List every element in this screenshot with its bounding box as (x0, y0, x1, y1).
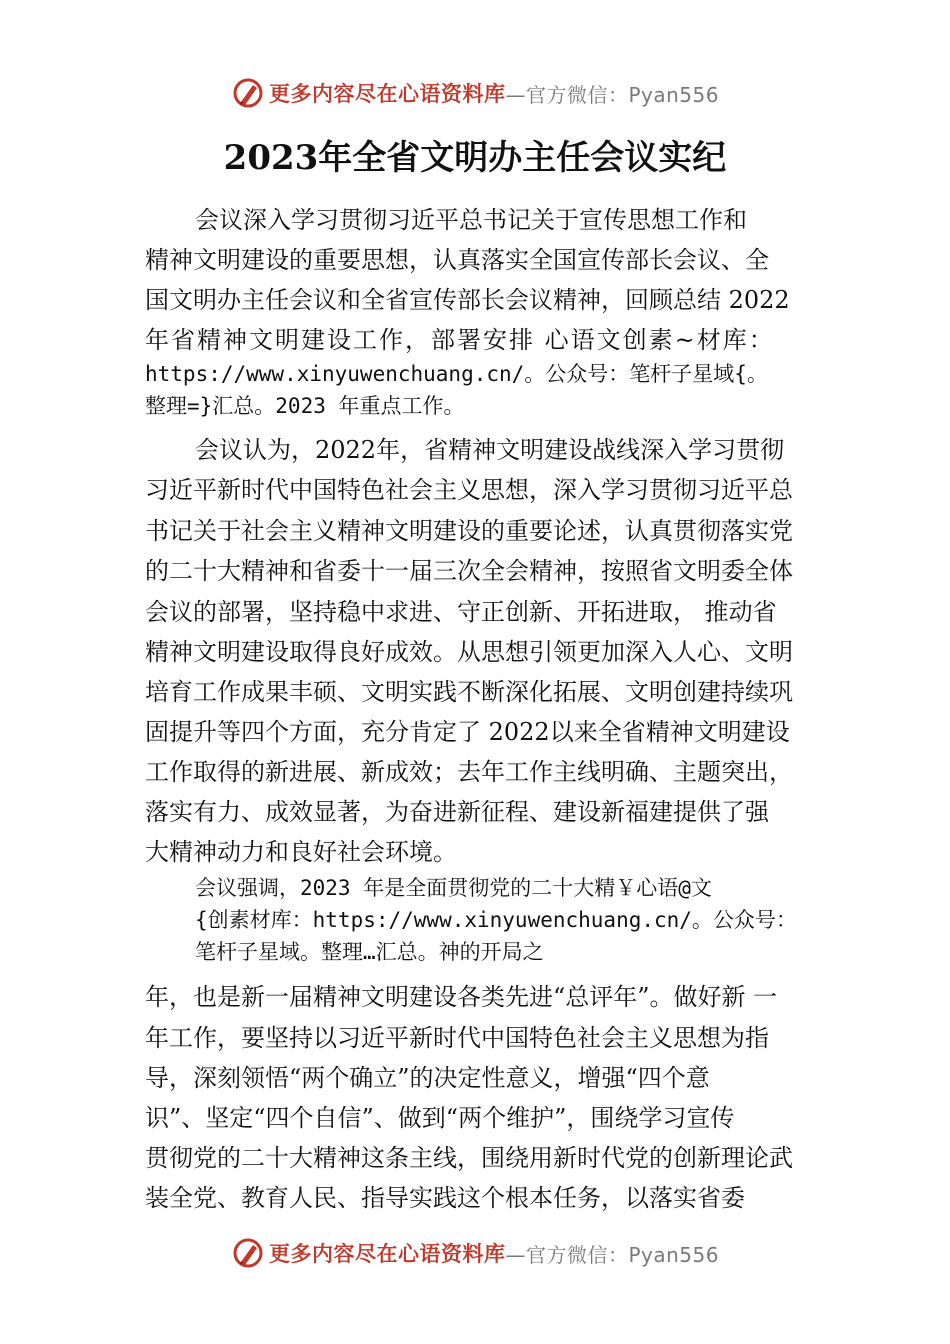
banner-gray-text: —官方微信：Pyan556 (505, 1242, 719, 1267)
para1-line1: 会议深入学习贯彻习近平总书记关于宣传思想工作和 (195, 206, 747, 234)
para3-line4: 年，也是新一届精神文明建设各类先进“总评年”。做好新 一 (145, 983, 778, 1011)
para2-line6: 精神文明建设取得良好成效。从思想引领更加深入人心、文明 (145, 638, 793, 666)
para2-line5: 会议的部署，坚持稳中求进、守正创新、开拓进取， 推动省 (145, 598, 777, 626)
para2-line1: 会议认为，2022年，省精神文明建设战线深入学习贯彻 (195, 436, 785, 464)
para2-line7: 培育工作成果丰硕、文明实践不断深化拓展、文明创建持续巩 (145, 678, 793, 706)
para3-line5: 年工作，要坚持以习近平新时代中国特色社会主义思想为指 (145, 1024, 769, 1052)
para1-line3: 国文明办主任会议和全省宣传部长会议精神，回顾总结 2022 (145, 286, 790, 314)
banner-red-text: 更多内容尽在心语资料库 (268, 81, 506, 106)
para3-line1: 会议强调，2023 年是全面贯彻党的二十大精￥心语@文 (195, 876, 712, 900)
para3-line2: {创素材库：https://www.xinyuwenchuang.cn/。公众号： (195, 908, 797, 932)
para3-line9: 装全党、教育人民、指导实践这个根本任务，以落实省委 (145, 1184, 745, 1212)
para2-line9: 工作取得的新进展、新成效；去年工作主线明确、主题突出， (145, 758, 793, 786)
pen-logo-icon (231, 76, 265, 110)
para2-line2: 习近平新时代中国特色社会主义思想，深入学习贯彻习近平总 (145, 476, 793, 504)
para2-line3: 书记关于社会主义精神文明建设的重要论述，认真贯彻落实党 (145, 517, 793, 545)
header-banner (0, 73, 950, 113)
para3-line8: 贯彻党的二十大精神这条主线，围绕用新时代党的创新理论武 (145, 1144, 793, 1172)
para2-line8: 固提升等四个方面，充分肯定了 2022以来全省精神文明建设 (145, 718, 790, 746)
para1-line5: https://www.xinyuwenchuang.cn/。公众号：笔杆子星域{。 (145, 362, 768, 386)
para3-line3: 笔杆子星域。整理…汇总。神的开局之 (195, 940, 544, 964)
para1-line6: 整理=}汇总。2023 年重点工作。 (145, 394, 465, 418)
para2-line4: 的二十大精神和省委十一届三次全会精神，按照省文明委全体 (145, 557, 793, 585)
para2-line10: 落实有力、成效显著，为奋进新征程、建设新福建提供了强 (145, 798, 769, 826)
footer-banner (0, 1233, 950, 1273)
document-title: 2023年全省文明办主任会议实纪 (223, 138, 727, 178)
pen-logo-icon (231, 1236, 265, 1270)
para3-line7: 识”、坚定“四个自信”、做到“两个维护”，围绕学习宣传 (145, 1104, 735, 1132)
para1-line2: 精神文明建设的重要思想，认真落实全国宣传部长会议、全 (145, 246, 769, 274)
para3-line6: 导，深刻领悟“两个确立”的决定性意义，增强“四个意 (145, 1064, 710, 1092)
para1-line4: 年省精神文明建设工作，部署安排 心语文创素~材库： (145, 326, 775, 354)
banner-red-text: 更多内容尽在心语资料库 (268, 1241, 506, 1266)
para2-line11: 大精神动力和良好社会环境。 (145, 838, 457, 866)
banner-gray-text: —官方微信：Pyan556 (505, 82, 719, 107)
